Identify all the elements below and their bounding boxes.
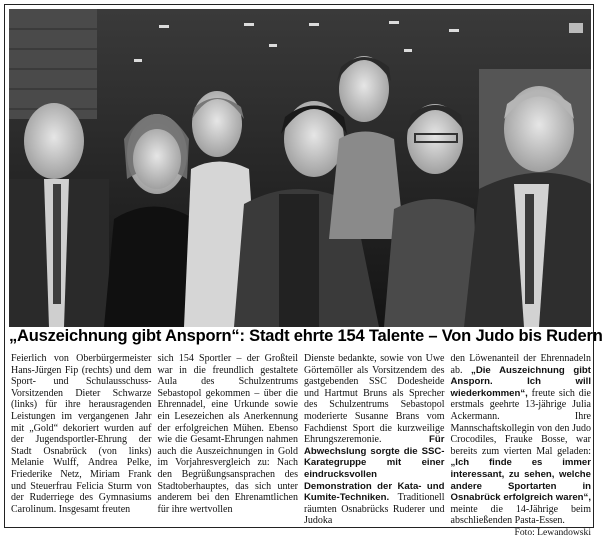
group-photo [9, 9, 591, 327]
article-column-2 [158, 353, 299, 531]
column-4-bold-quote-1: „Die Auszeichnung gibt Ansporn. Ich will wiederkommen“, [450, 364, 591, 399]
column-1-text: Feierlich von Oberbürgermeister Hans-Jürgen Fip (rechts) und dem Sport- und Schulausschuss-Vorsitzenden Dieter Schwarze (links) für ihre herausragenden Leistungen im vergangenen Jahr mit „Gold“ dekoriert wurden auf der Jugendsportler-Ehrung der Stadt Osnabrück (von links) Melanie Wulff, Andrea Pelke, Friederike Netz, Miriam Frank und Steuerfrau Felicia Sturm von der Ruderriege des Gymnasiums Carolinum. Insgesamt freuten [11, 353, 152, 515]
article-column-1 [11, 353, 152, 531]
column-3-text [304, 353, 445, 527]
column-3-bold: Für Abwechslung sorgte die SSC-Karategruppe mit einer eindrucksvollen Demonstration der Kata- und Kumite-Techniken. [304, 434, 445, 504]
column-4-text-b: freute sich die erstmals geehrte 13-jährige Julia Ackermann. Ihre Mannschaftskollegin von den Judo Crocodiles, Frauke Bosse, war bereits zum vierten Mal geladen: [450, 387, 591, 457]
photo-credit: Foto: Lewandowski [514, 526, 591, 538]
column-4-text [451, 353, 592, 539]
group-photo-illustration [9, 9, 591, 327]
article-headline: „Auszeichnung gibt Ansporn“: Stadt ehrte 154 Talente – Von Judo bis Rudern [9, 327, 603, 345]
column-4-text-a: den Löwenanteil der Ehrennadeln ab. [450, 353, 591, 376]
column-3-text-a: Dienste bedankte, sowie von Uwe Görtemöller als Vorsitzendem des gastgebenden SSC Dodesheide und Hartmut Bruns als Sprecher des Schulzentrums Sebastopol moderierte Susanne Brans vom Fachdienst Sport die kurzweilige Ehrungszeremonie. [304, 353, 445, 446]
column-2-text: sich 154 Sportler – der Großteil war in die freundlich gestaltete Aula des Schulzentrums Sebastopol gekommen – über die Ehrennadel, eine Urkunde sowie ein Lesezeichen als Anerkennung der erfolgreichen Mühen. Ebenso wie die Gesamt-Ehrungen nahmen auch die Auszeichnungen in Gold im Vorjahresvergleich zu: Nach den Begrüßungsansprachen des Stadtoberhauptes, das sich unter anderem bei den Ehrenamtlichen für ihre wertvollen [157, 353, 298, 515]
column-4-text-c: meinte die 14-Jährige beim abschließenden Pasta-Essen. [450, 503, 591, 527]
article-column-3 [304, 353, 445, 531]
column-4-bold-quote-2: „Ich finde es immer interessant, zu sehen, welche andere Sportarten in Osnabrück erfolgreich waren“, [450, 457, 591, 504]
article-column-4 [450, 353, 592, 538]
article-frame [4, 4, 603, 538]
column-3-text-b: Traditionell räumten Osnabrücks Ruderer und Judoka [304, 492, 445, 527]
article-body [11, 353, 591, 538]
